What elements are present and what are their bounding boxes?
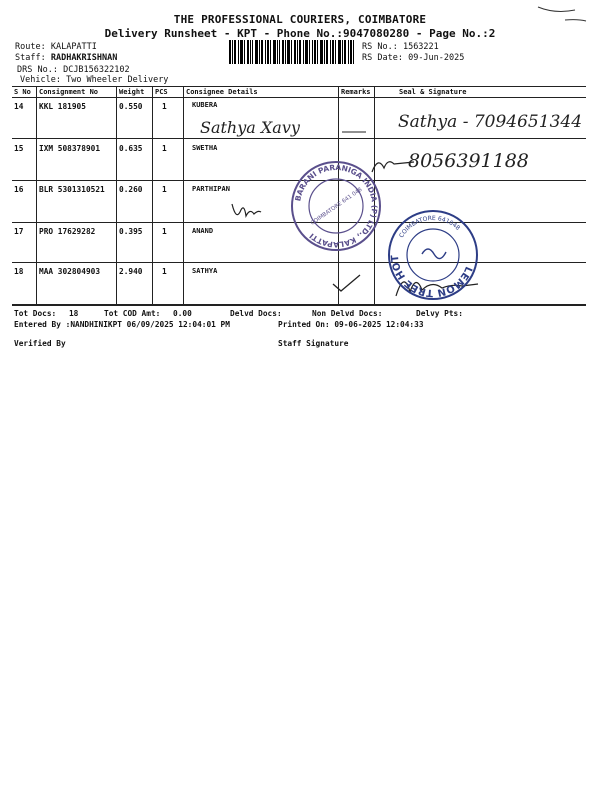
table-border-top	[12, 86, 586, 87]
cell-weight: 0.635	[119, 144, 143, 153]
rs-date-value: 09-Jun-2025	[408, 53, 465, 63]
cell-consignment: MAA 302804903	[39, 267, 101, 276]
route-label: Route:	[15, 42, 46, 52]
cell-pcs: 1	[162, 102, 167, 111]
svg-text:COIMBATORE 641 048: COIMBATORE 641 048	[309, 186, 364, 227]
rs-no-value: 1563221	[402, 42, 439, 52]
cell-pcs: 1	[162, 227, 167, 236]
delvy-pts: Delvy Pts:	[416, 309, 463, 318]
col-header-remarks: Remarks	[341, 88, 371, 96]
tot-cod-value: 0.00	[173, 309, 192, 318]
tot-cod-amt	[104, 309, 192, 318]
rs-no-line	[362, 42, 439, 52]
svg-text:LEMON TREE HOTEL: LEMON TREE HOT	[389, 254, 474, 299]
document-title: THE PROFESSIONAL COURIERS, COIMBATORE	[173, 13, 427, 26]
table-header-rule	[12, 97, 586, 98]
col-header-weight: Weight	[119, 88, 145, 96]
non-delvd-docs: Non Delvd Docs:	[312, 309, 383, 318]
staff-label: Staff:	[15, 53, 46, 63]
col-divider	[36, 86, 37, 304]
route-line	[15, 42, 97, 52]
cell-pcs: 1	[162, 144, 167, 153]
cell-sno: 15	[14, 144, 24, 153]
handwritten-phone-row15: 8056391188	[408, 150, 529, 172]
cell-consignee: PARTHIPAN	[192, 185, 230, 193]
cell-sno: 14	[14, 102, 24, 111]
verified-by: Verified By	[14, 339, 66, 348]
footer-rule	[12, 305, 586, 306]
cell-sno: 17	[14, 227, 24, 236]
entered-by: Entered By :NANDHINIKPT 06/09/2025 12:04:01 PM	[14, 320, 230, 329]
vehicle-line	[20, 75, 168, 85]
cell-consignment: KKL 181905	[39, 102, 86, 111]
vehicle-label: Vehicle:	[20, 75, 61, 85]
cell-consignee: ANAND	[192, 227, 214, 235]
col-header-sno: S No	[14, 88, 31, 96]
col-header-consignee: Consignee Details	[186, 88, 258, 96]
handwritten-signature-row16	[228, 198, 264, 224]
col-divider	[116, 86, 117, 304]
staff-line	[15, 53, 117, 63]
tot-docs-value: 18	[68, 309, 79, 318]
col-divider	[183, 86, 184, 304]
tot-cod-label: Tot COD Amt:	[104, 309, 161, 318]
cell-consignment: BLR 5301310521	[39, 185, 105, 194]
cell-sno: 16	[14, 185, 24, 194]
cell-weight: 2.940	[119, 267, 143, 276]
printed-on: Printed On: 09-06-2025 12:04:33	[278, 320, 424, 329]
cell-pcs: 1	[162, 185, 167, 194]
tot-docs	[14, 309, 78, 318]
cell-weight: 0.260	[119, 185, 143, 194]
col-header-seal-signature: Seal & Signature	[399, 88, 467, 96]
remark-dash-mark	[340, 126, 370, 136]
col-divider	[152, 86, 153, 304]
vehicle-value: Two Wheeler Delivery	[66, 75, 169, 85]
col-header-consignment: Consignment No	[39, 88, 99, 96]
barcode	[229, 40, 354, 64]
staff-value: RADHAKRISHNAN	[50, 53, 118, 63]
cell-consignment: PRO 17629282	[39, 227, 96, 236]
handwritten-phone-row14: Sathya - 7094651344	[398, 112, 583, 132]
cell-weight: 0.395	[119, 227, 143, 236]
staff-signature: Staff Signature	[278, 339, 349, 348]
rs-date-line	[362, 53, 464, 63]
svg-text:COIMBATORE 641048: COIMBATORE 641048	[398, 214, 462, 240]
route-value: KALAPATTI	[50, 42, 97, 52]
tot-docs-label: Tot Docs:	[14, 309, 57, 318]
drs-line	[17, 65, 130, 75]
cell-consignee: SATHYA	[192, 267, 218, 275]
cell-consignment: IXM 508378901	[39, 144, 101, 153]
cell-pcs: 1	[162, 267, 167, 276]
company-round-stamp	[290, 160, 382, 252]
pen-mark-icon	[530, 2, 590, 24]
drs-label: DRS No.:	[17, 65, 58, 75]
hotel-round-stamp	[386, 208, 480, 302]
rs-date-label: RS Date:	[362, 53, 403, 63]
cell-consignee: KUBERA	[192, 101, 218, 109]
col-header-pcs: PCS	[155, 88, 168, 96]
drs-value: DCJB156322102	[63, 65, 130, 75]
delvd-docs: Delvd Docs:	[230, 309, 282, 318]
rs-no-label: RS No.:	[362, 42, 398, 52]
row-divider	[12, 262, 586, 263]
handwritten-signature-row14: Sathya Xavy	[200, 118, 300, 137]
document-subtitle: Delivery Runsheet - KPT - Phone No.:9047080280 - Page No.:2	[104, 27, 496, 40]
cell-weight: 0.550	[119, 102, 143, 111]
row-divider	[12, 138, 586, 139]
cell-consignee: SWETHA	[192, 144, 218, 152]
check-mark-icon	[330, 272, 364, 294]
svg-text:BARANI PARANIGA INDIA (P) LTD.: BARANI PARANIGA INDIA (P) LTD., KALAPATTI	[293, 162, 380, 250]
cell-sno: 18	[14, 267, 24, 276]
